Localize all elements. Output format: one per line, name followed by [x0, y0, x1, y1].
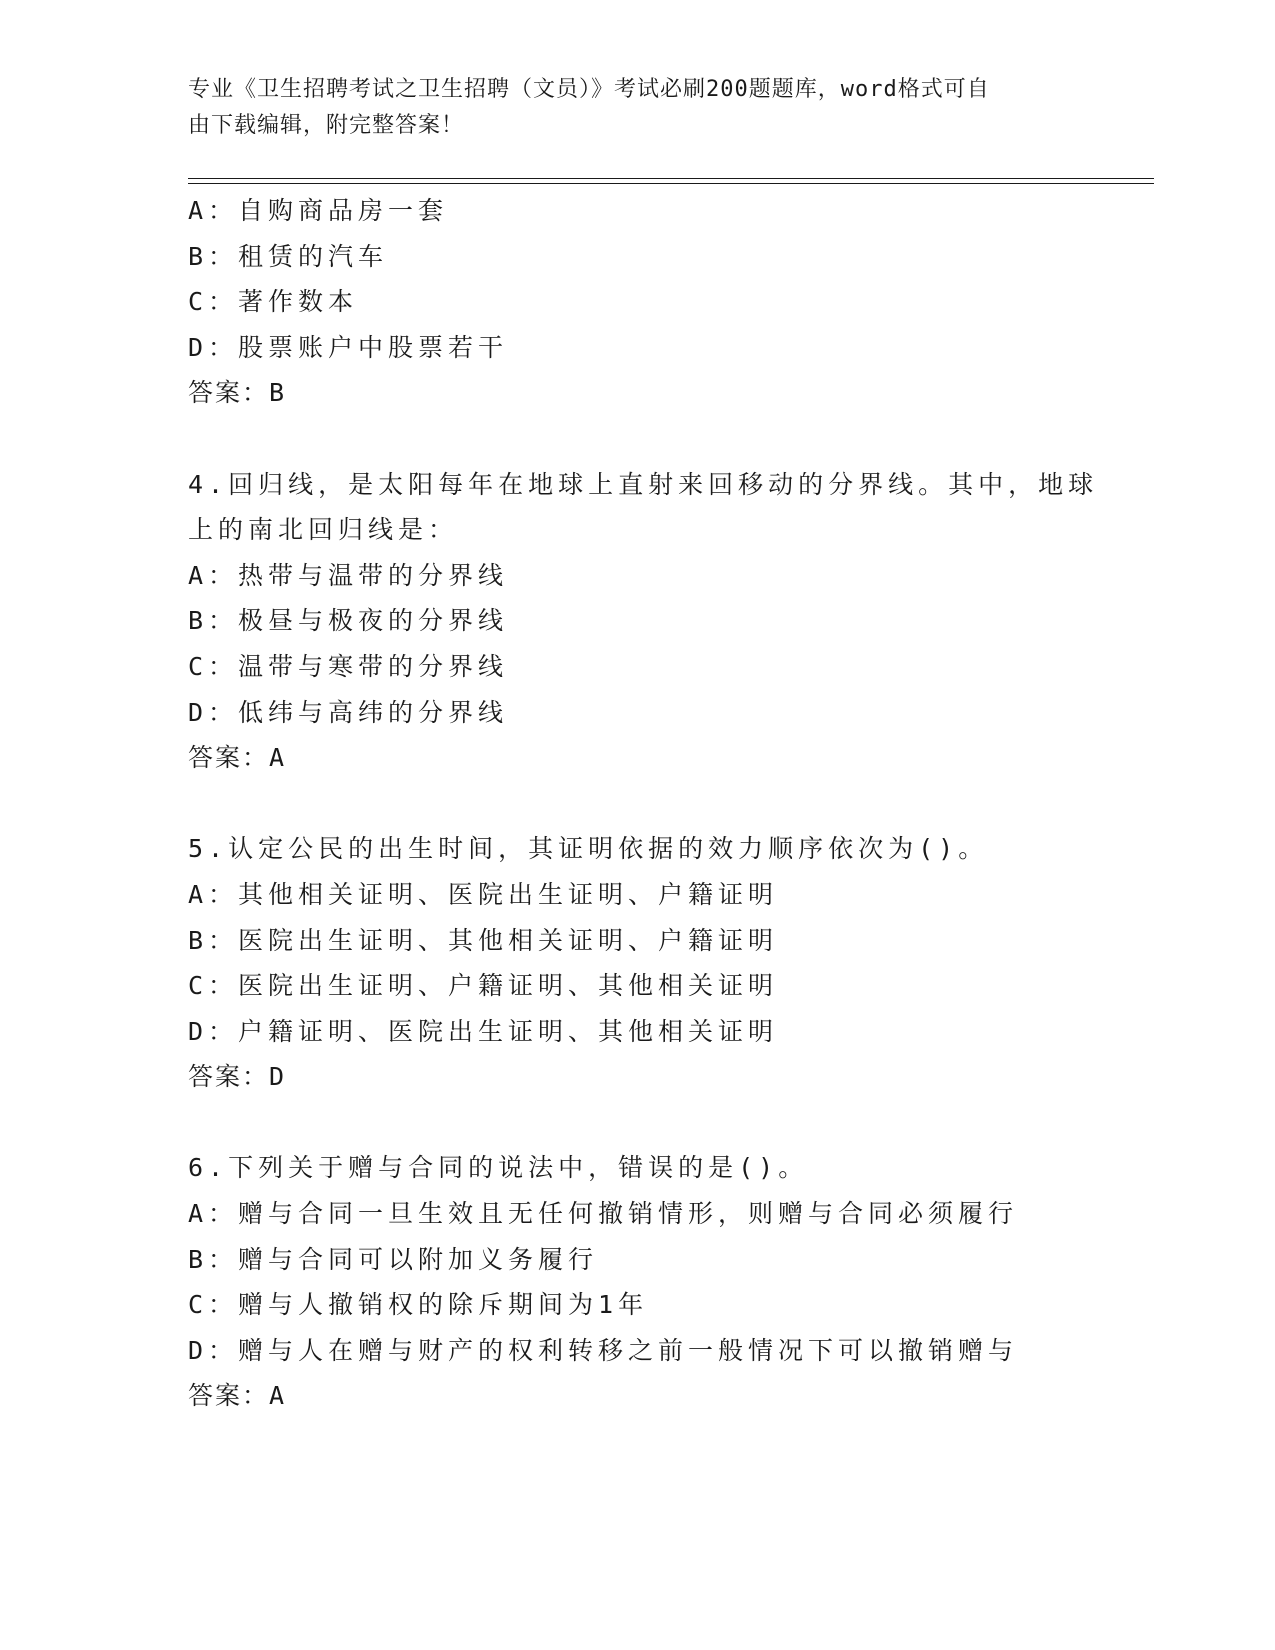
question-4: [188, 462, 1099, 781]
option-d: D：股票账户中股票若干: [188, 332, 509, 362]
question-stem: 4.回归线，是太阳每年在地球上直射来回移动的分界线。其中，地球: [188, 469, 1099, 499]
question-list: [188, 188, 1099, 1419]
option-c: C：著作数本: [188, 287, 359, 317]
question-stem: 6.下列关于赠与合同的说法中，错误的是()。: [188, 1153, 809, 1183]
question-stem: 5.认定公民的出生时间，其证明依据的效力顺序依次为()。: [188, 834, 989, 864]
option-b: B：赠与合同可以附加义务履行: [188, 1244, 599, 1274]
option-a: A：自购商品房一套: [188, 196, 449, 225]
answer: 答案：A: [188, 743, 287, 773]
option-a: A：其他相关证明、医院出生证明、户籍证明: [188, 879, 779, 909]
question-stem-continued: 上的南北回归线是：: [188, 515, 459, 545]
header-divider-bottom: [188, 183, 1154, 184]
question-6: [188, 1145, 1088, 1419]
option-d: D：赠与人在赠与财产的权利转移之前一般情况下可以撤销赠与: [188, 1335, 1019, 1365]
header-line-2: 由下载编辑，附完整答案！: [188, 113, 465, 138]
option-c: C：赠与人撤销权的除斥期间为1年: [188, 1290, 649, 1320]
spacer: [188, 416, 1088, 462]
answer: 答案：A: [188, 1381, 287, 1411]
option-b: B：医院出生证明、其他相关证明、户籍证明: [188, 925, 779, 955]
answer: 答案：D: [188, 1062, 287, 1092]
spacer: [188, 1100, 1088, 1146]
question-5: [188, 826, 1088, 1100]
option-d: D：低纬与高纬的分界线: [188, 697, 509, 727]
option-a: A：赠与合同一旦生效且无任何撤销情形，则赠与合同必须履行: [188, 1199, 1019, 1229]
header-line-1: 专业《卫生招聘考试之卫生招聘（文员）》考试必刷200题题库，word格式可自: [188, 77, 990, 102]
option-b: B：租赁的汽车: [188, 241, 389, 271]
option-a: A：热带与温带的分界线: [188, 560, 509, 590]
header-divider-top: [188, 178, 1154, 179]
option-b: B：极昼与极夜的分界线: [188, 606, 509, 636]
spacer: [188, 781, 1088, 827]
option-c: C：温带与寒带的分界线: [188, 651, 509, 681]
question-3: [188, 188, 1088, 416]
answer: 答案：B: [188, 378, 287, 408]
document-header: [188, 72, 1068, 144]
option-c: C：医院出生证明、户籍证明、其他相关证明: [188, 971, 779, 1001]
option-d: D：户籍证明、医院出生证明、其他相关证明: [188, 1016, 779, 1046]
